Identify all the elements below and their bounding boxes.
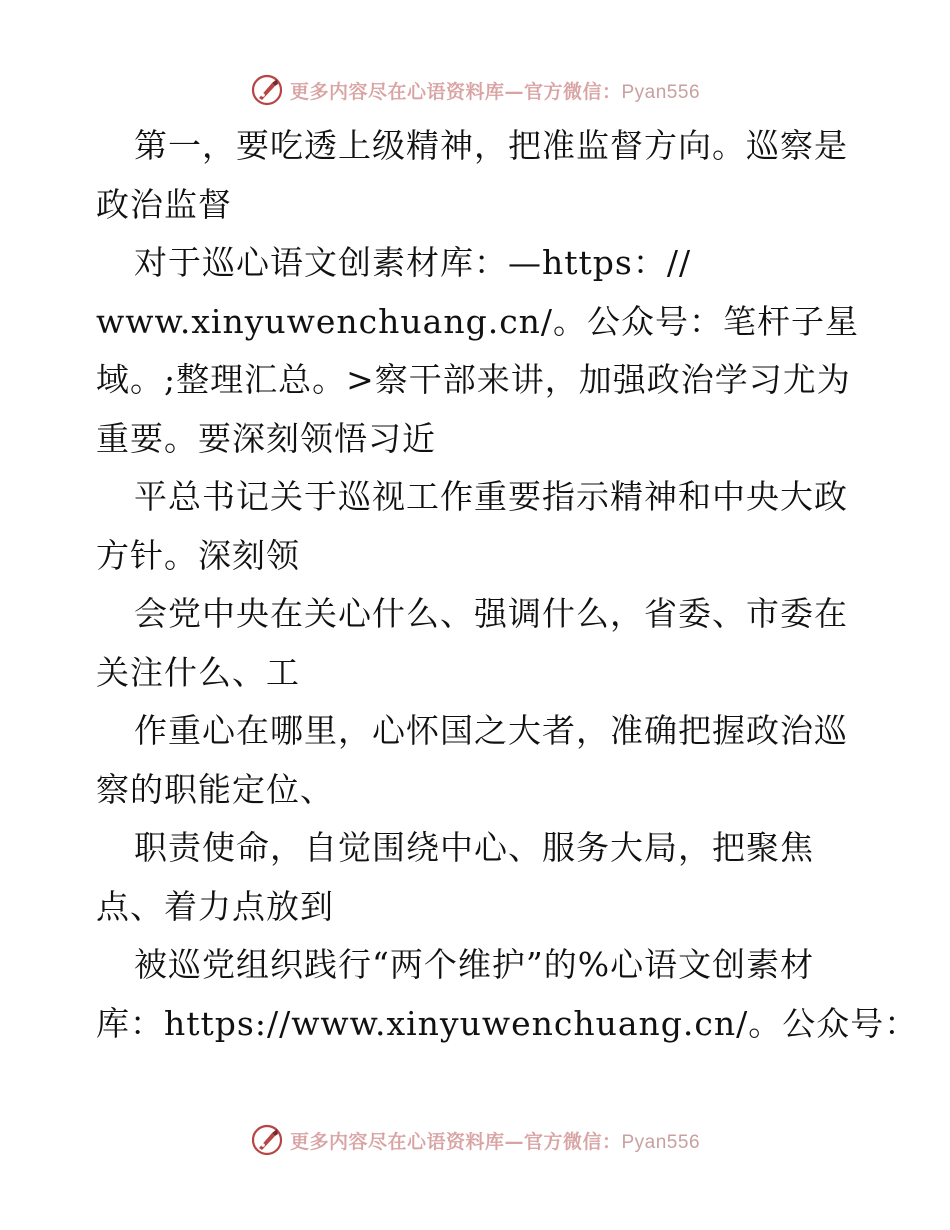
body-line: 域。;整理汇总。>察干部来讲，加强政治学习尤为: [96, 360, 851, 399]
footer-banner: [0, 1120, 950, 1160]
footer-banner-label: 更多内容尽在心语资料库—官方微信：: [289, 1130, 622, 1153]
footer-wechat-id: Pyan556: [621, 1131, 701, 1153]
body-line: 第一，要吃透上级精神，把准监督方向。巡察是: [134, 126, 848, 165]
body-line: 职责使命，自觉围绕中心、服务大局，把聚焦: [134, 828, 814, 867]
body-line: 关注什么、工: [96, 652, 300, 692]
header-banner-text: [290, 77, 700, 104]
body-line: www.xinyuwenchuang.cn/。公众号：笔杆子星: [96, 301, 860, 341]
body-line: 对于巡心语文创素材库：—https：//: [134, 243, 692, 282]
header-banner-label: 更多内容尽在心语资料库—官方微信：: [289, 80, 622, 103]
body-line: 政治监督: [96, 184, 232, 224]
pen-nib-logo-icon: [250, 1123, 284, 1157]
document-body: [96, 117, 919, 1053]
pen-nib-logo-icon: [250, 73, 284, 107]
body-line: 库：https://www.xinyuwenchuang.cn/。公众号：: [96, 1003, 919, 1043]
body-line: 察的职能定位、: [96, 769, 334, 809]
body-line: 点、着力点放到: [96, 886, 334, 926]
body-line: 重要。要深刻领悟习近: [96, 418, 436, 458]
body-line: 作重心在哪里，心怀国之大者，准确把握政治巡: [134, 711, 848, 750]
footer-banner-text: [290, 1127, 700, 1154]
body-line: 被巡党组织践行“两个维护”的%心语文创素材: [134, 945, 815, 984]
header-banner: [0, 70, 950, 110]
header-wechat-id: Pyan556: [621, 81, 701, 103]
body-line: 平总书记关于巡视工作重要指示精神和中央大政: [134, 477, 848, 516]
body-line: 方针。深刻领: [96, 535, 300, 575]
body-line: 会党中央在关心什么、强调什么，省委、市委在: [134, 594, 848, 633]
